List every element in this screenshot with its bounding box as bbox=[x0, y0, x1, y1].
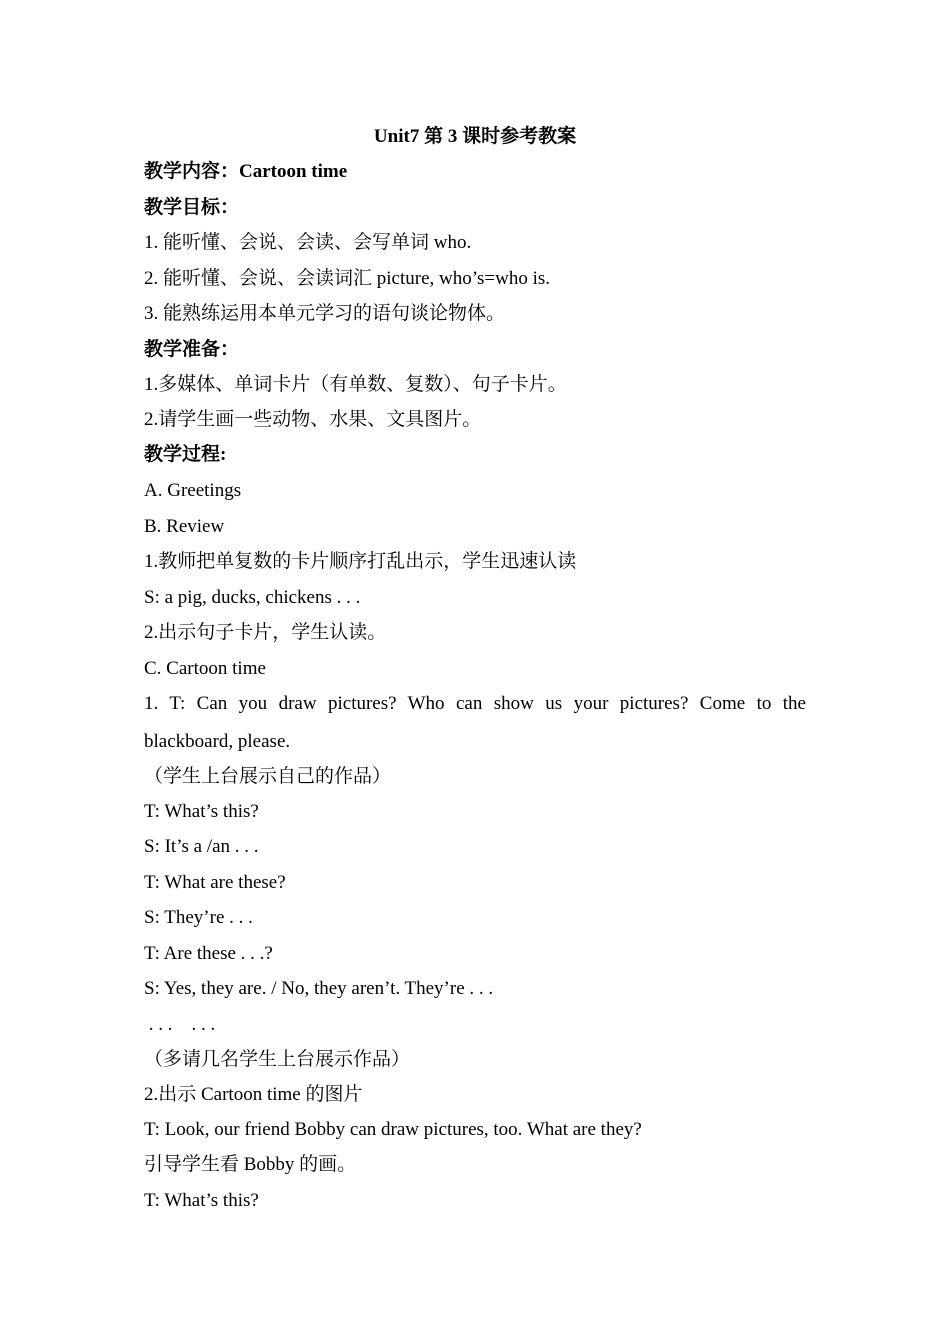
section-c: C. Cartoon time bbox=[144, 658, 266, 679]
section-b: B. Review bbox=[144, 516, 225, 537]
preparation-item-1: 1.多媒体、单词卡片（有单数、复数）、句子卡片。 bbox=[144, 374, 567, 395]
document-title: Unit7 第 3 课时参考教案 bbox=[373, 126, 577, 147]
goal-item-1: 1. 能听懂、会说、会读、会写单词 who. bbox=[144, 232, 472, 253]
section-a: A. Greetings bbox=[144, 480, 242, 501]
dialogue-line: S: Yes, they are. / No, they aren’t. They’re . . . bbox=[144, 978, 494, 999]
dialogue-line: T: What’s this? bbox=[144, 801, 259, 822]
dialogue-line: S: It’s a /an . . . bbox=[144, 836, 259, 857]
teaching-content-heading: 教学内容：Cartoon time bbox=[144, 161, 348, 182]
more-students-note: （多请几名学生上台展示作品） bbox=[144, 1049, 411, 1070]
cartoon-step-2: 2.出示 Cartoon time 的图片 bbox=[144, 1084, 363, 1105]
cartoon-step-1: 1. T: Can you draw pictures? Who can show us your pictures? Come to the bbox=[144, 693, 806, 714]
dialogue-line: S: They’re . . . bbox=[144, 907, 253, 928]
dialogue-line: T: What are these? bbox=[144, 872, 286, 893]
teaching-goals-heading: 教学目标： bbox=[144, 197, 240, 218]
guide-note: 引导学生看 Bobby 的画。 bbox=[144, 1154, 357, 1175]
dialogue-line: T: Look, our friend Bobby can draw pictures, too. What are they? bbox=[144, 1119, 642, 1140]
dialogue-line: T: Are these . . .? bbox=[144, 943, 273, 964]
cartoon-step-1-cont: blackboard, please. bbox=[144, 731, 291, 752]
process-heading: 教学过程: bbox=[144, 444, 227, 465]
goal-item-3: 3. 能熟练运用本单元学习的语句谈论物体。 bbox=[144, 303, 506, 324]
student-show-note: （学生上台展示自己的作品） bbox=[144, 766, 392, 787]
review-step-2: 2.出示句子卡片，学生认读。 bbox=[144, 622, 387, 643]
preparation-heading: 教学准备： bbox=[144, 339, 240, 360]
dialogue-line: T: What’s this? bbox=[144, 1190, 259, 1211]
ellipsis-line: . . . . . . bbox=[144, 1014, 216, 1035]
goal-item-2: 2. 能听懂、会说、会读词汇 picture, who’s=who is. bbox=[144, 268, 551, 289]
review-step-1: 1.教师把单复数的卡片顺序打乱出示，学生迅速认读 bbox=[144, 551, 577, 572]
review-response: S: a pig, ducks, chickens . . . bbox=[144, 587, 361, 608]
preparation-item-2: 2.请学生画一些动物、水果、文具图片。 bbox=[144, 409, 482, 430]
